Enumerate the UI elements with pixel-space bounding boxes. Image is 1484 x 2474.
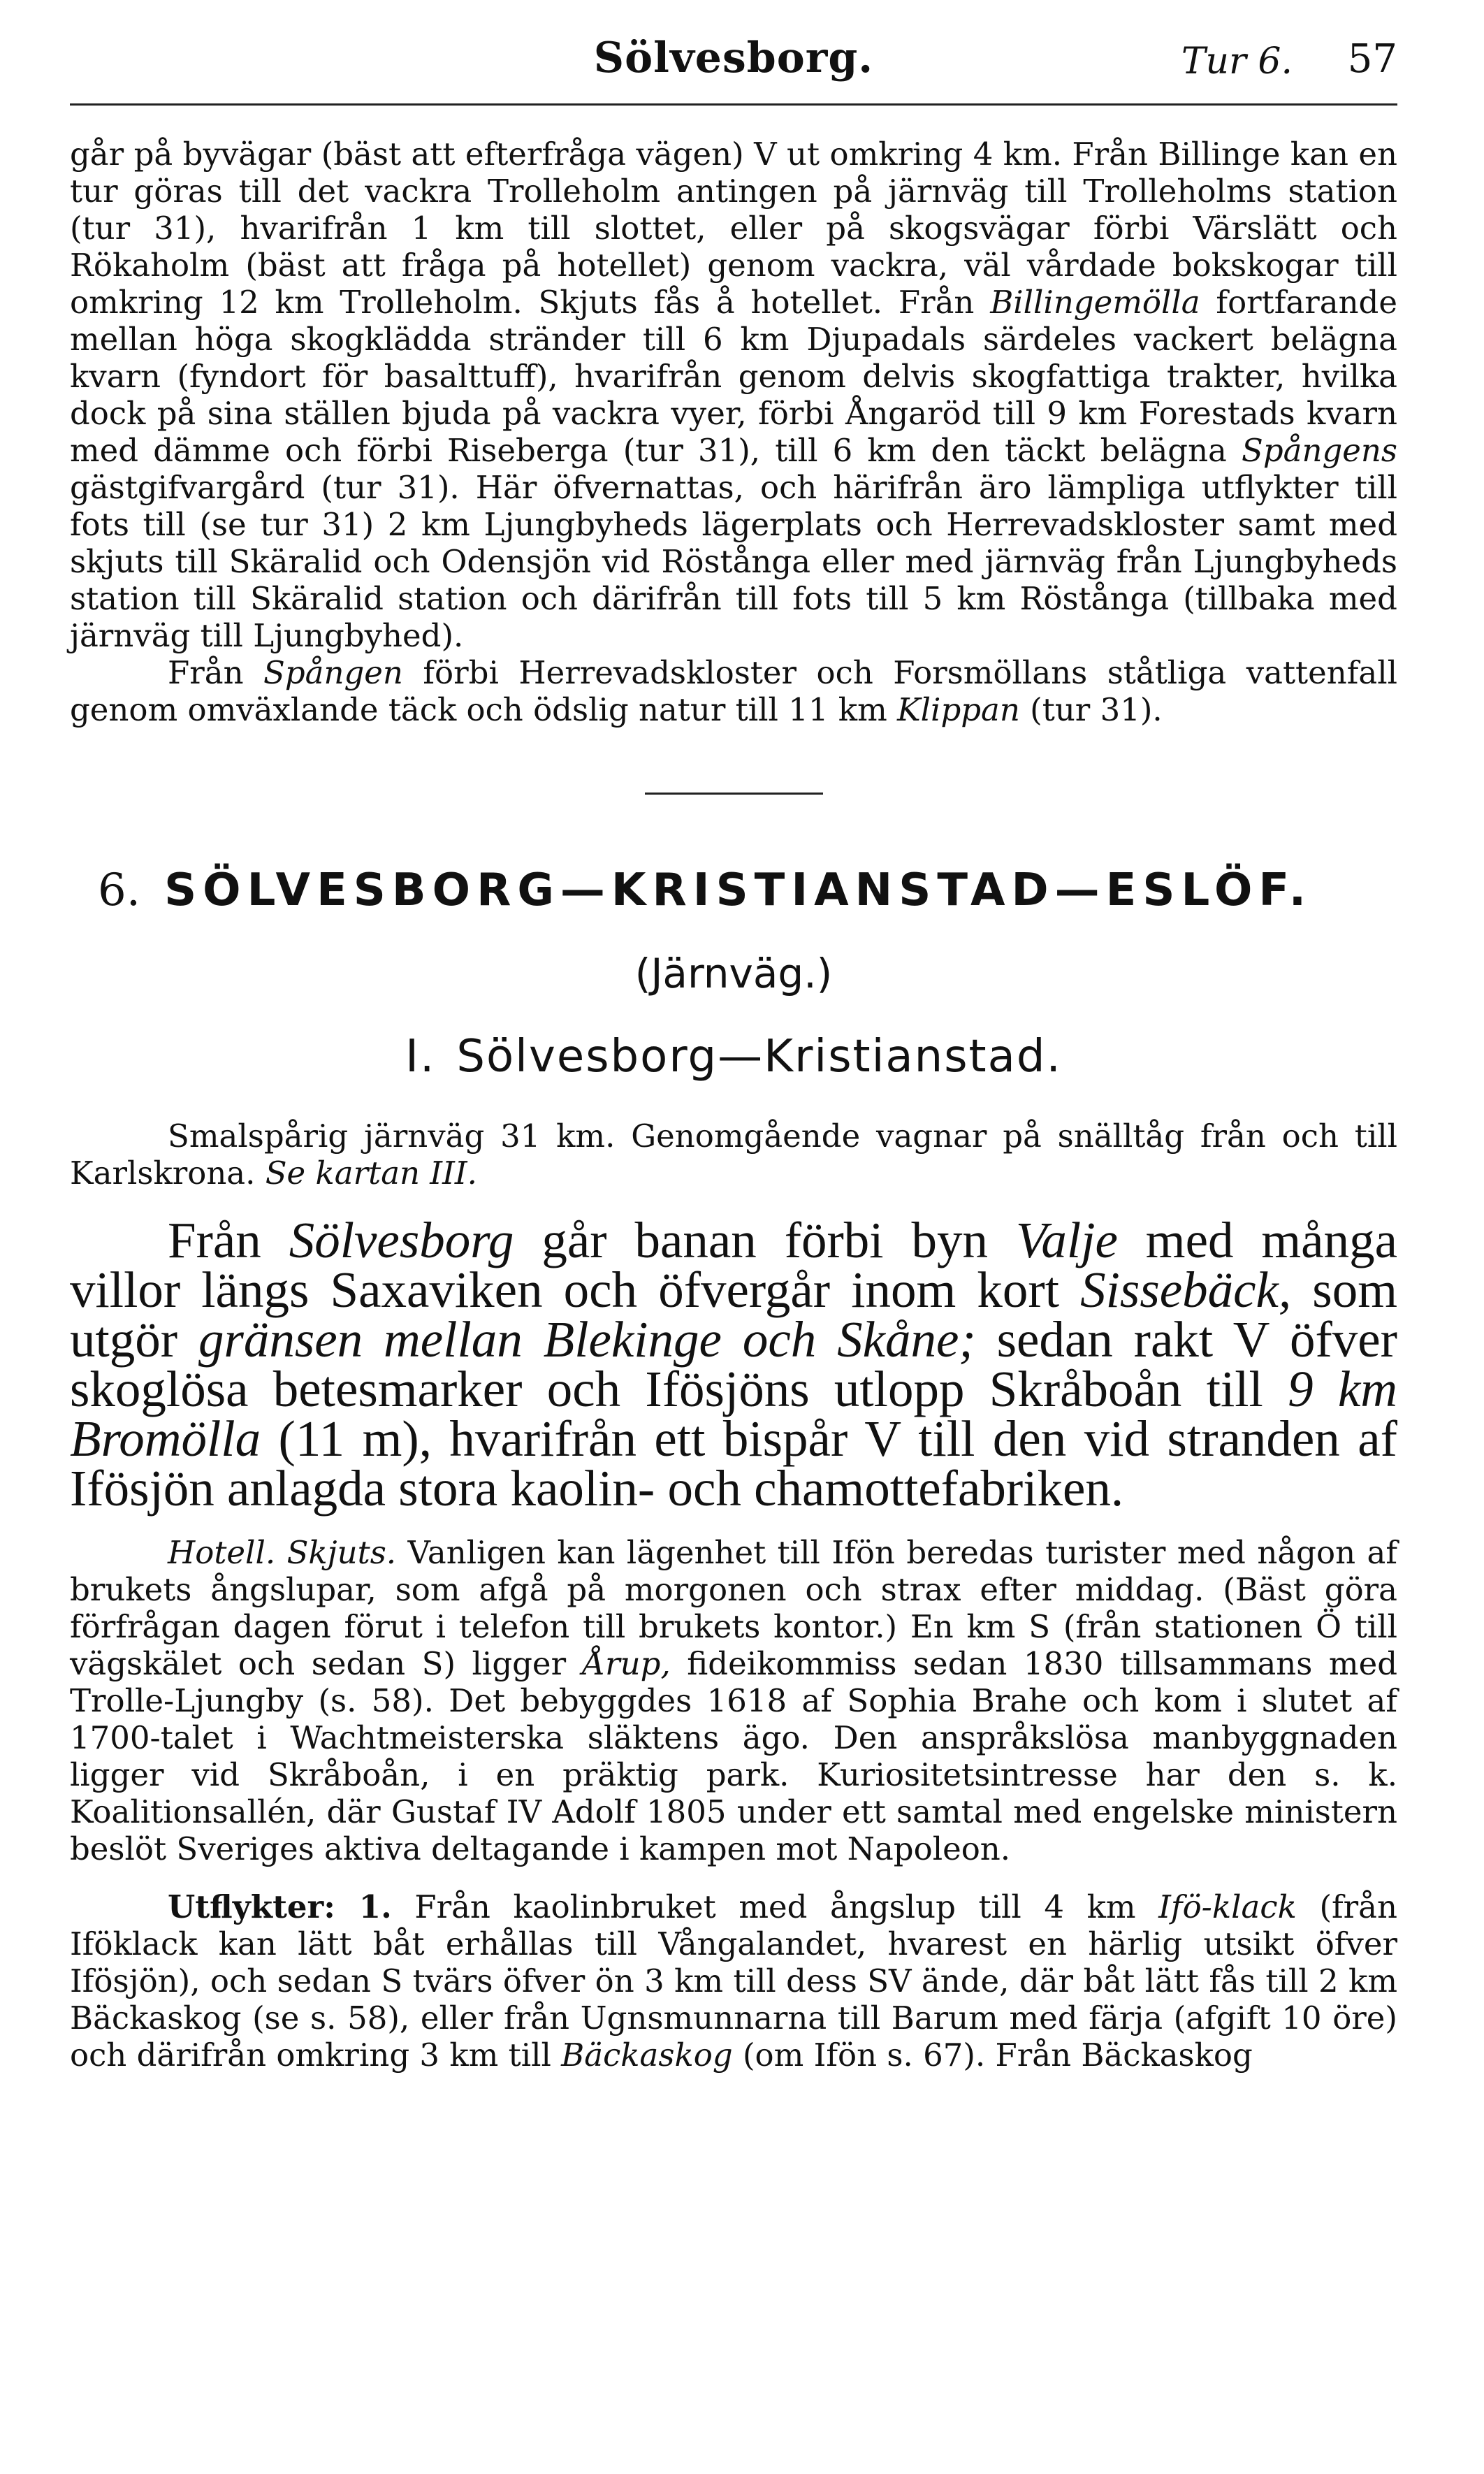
running-head: Sölvesborg.	[593, 34, 874, 82]
place-name: Spången	[263, 654, 403, 691]
text-run: förbi Herrevadskloster och Forsmöllans ståtliga vattenfall genom omväxlande täck och ödslig natur till 11 km	[70, 654, 1397, 728]
text-run: (11 m), hvarifrån ett bispår V till den vid stranden af Ifösjön anlagda stora kaolin- och chamottefabriken.	[70, 1410, 1397, 1517]
book-page	[70, 28, 1397, 2446]
section-number: 6.	[98, 865, 141, 916]
text-run: (från Iföklack kan lätt båt erhållas till Vångalandet, hvarest en härlig utsikt öfver Ifösjön), och sedan S tvärs öfver ön 3 km till dess SV ände, där båt lätt fås till 2 km Bäckaskog (se s. 58), eller från Ugnsmunnarna till Barum med färja (afgift 10 öre) och därifrån omkring 3 km till	[70, 1888, 1397, 2074]
hotel-paragraph	[70, 1534, 1397, 1867]
page-header	[70, 28, 1397, 106]
place-name: Spångens	[1242, 432, 1397, 469]
rail-note	[70, 1117, 1397, 1192]
excursions-label: Utflykter: 1.	[168, 1888, 392, 1925]
emphasis: gränsen mellan Blekinge och Skåne;	[198, 1311, 976, 1368]
intro-paragraph-2	[70, 654, 1397, 728]
text-run: Från kaolinbruket med ångslup till 4 km	[391, 1888, 1159, 1925]
place-name: Årup,	[582, 1645, 671, 1682]
place-name: Valje	[1015, 1212, 1118, 1268]
subsection-title: Sölvesborg—Kristianstad.	[456, 1031, 1062, 1083]
main-paragraph	[70, 1212, 1397, 1517]
text-run: sedan rakt V öfver skoglösa betesmarker och Ifösjöns utlopp Skråboån till	[70, 1311, 1397, 1417]
text-run: som utgör	[70, 1261, 1397, 1368]
text-run: fideikommiss sedan 1830 tillsammans med Trolle-Ljungby (s. 58). Det bebyggdes 1618 af Sophia Brahe och kom i slutet af 1700-talet i Wachtmeisterska släktens ägo. Den anspråkslösa manbyggnaden ligger vid Skråboån, i en präktig park. Kuriositetsintresse har den s. k. Koalitionsallén, där Gustaf IV Adolf 1805 under ett samtal med engelske ministern beslöt Sveriges aktiva deltagande i kampen mot Napoleon.	[70, 1645, 1398, 1867]
text-run: fortfarande mellan höga skogklädda stränder till 6 km Djupadals särdeles vackert belägna kvarn (fyndort för basalttuff), hvarifrån genom delvis skogfattiga trakter, hvilka dock på sina ställen bjuda på vackra vyer, förbi Ångaröd till 9 km Forestads kvarn med dämme och förbi Riseberga (tur 31), till 6 km den täckt belägna	[70, 284, 1397, 469]
place-name: 9 km Bromölla	[70, 1361, 1397, 1467]
place-name: Billingemölla	[990, 284, 1200, 321]
intro-paragraph-1	[70, 136, 1397, 654]
place-name: Sissebäck,	[1080, 1261, 1292, 1318]
text-run: Smalspårig järnväg 31 km. Genomgående vagnar på snälltåg från och till Karlskrona.	[70, 1117, 1397, 1192]
text-run: går på byvägar (bäst att efterfråga vägen) V ut omkring 4 km. Från Billinge kan en tur göras till det vackra Trolleholm antingen på järnväg till Trolleholms station (tur 31), hvarifrån 1 km till slottet, eller på skogsvägar förbi Värslätt och Rökaholm (bäst att fråga på hotellet) genom vackra, väl vårdade bokskogar till omkring 12 km Trolleholm. Skjuts fås å hotellet. Från	[70, 136, 1397, 321]
excursions-paragraph	[70, 1888, 1397, 2074]
place-name: Klippan	[897, 691, 1020, 728]
text-run: med många villor längs Saxaviken och öfvergår inom kort	[70, 1212, 1397, 1318]
text-run: Från	[168, 1212, 289, 1268]
section-heading	[70, 865, 1397, 916]
hotel-label: Hotell. Skjuts.	[168, 1534, 397, 1571]
text-run: går banan förbi byn	[514, 1212, 1016, 1268]
place-name: Sölvesborg	[289, 1212, 514, 1268]
subsection-heading	[70, 1031, 1397, 1083]
subsection-number: I.	[405, 1031, 436, 1083]
map-reference: Se kartan III.	[265, 1155, 477, 1192]
place-name: Bäckaskog	[561, 2037, 733, 2074]
text-run: Vanligen kan lägenhet till Ifön beredas turister med någon af brukets ångslupar, som afgå på morgonen och strax efter middag. (Bäst göra förfrågan dagen förut i telefon till brukets kontor.) En km S (från stationen Ö till vägskälet och sedan S) ligger	[70, 1534, 1397, 1682]
section-subtitle: (Järnväg.)	[634, 950, 833, 997]
tour-label: Tur 6.	[1181, 41, 1293, 82]
text-run: (om Ifön s. 67). Från Bäckaskog	[732, 2037, 1253, 2074]
header-rule	[70, 103, 1397, 106]
page-number: 57	[1347, 36, 1397, 82]
text-run: (tur 31).	[1019, 691, 1163, 728]
section-divider	[645, 793, 823, 795]
section-title: SÖLVESBORG—KRISTIANSTAD—ESLÖF.	[164, 865, 1312, 916]
text-run: Från	[168, 654, 264, 691]
text-run: gästgifvargård (tur 31). Här öfvernattas, och härifrån äro lämpliga utflykter till fots till (se tur 31) 2 km Ljungbyheds lägerplats och Herrevadskloster samt med skjuts till Skäralid och Odensjön vid Röstånga eller med järnväg från Ljungbyheds station till Skäralid station och därifrån till fots till 5 km Röstånga (tillbaka med järnväg till Ljungbyhed).	[70, 469, 1397, 654]
place-name: Ifö-klack	[1158, 1888, 1297, 1925]
